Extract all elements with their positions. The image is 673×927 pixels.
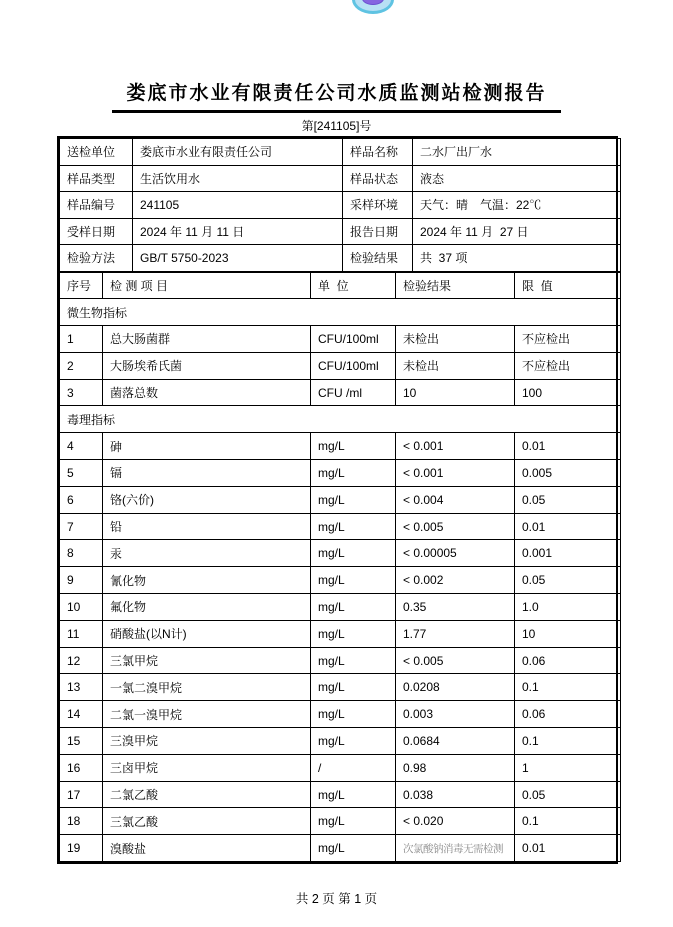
- table-row: [60, 674, 621, 701]
- row-unit: mg/L: [311, 460, 396, 487]
- row-result: 10: [396, 379, 515, 406]
- row-unit: mg/L: [311, 835, 396, 862]
- row-result: 0.003: [396, 701, 515, 728]
- table-row: [60, 594, 621, 621]
- table-row: [60, 567, 621, 594]
- row-limit: 0.05: [515, 781, 621, 808]
- row-item: 二氯乙酸: [103, 781, 311, 808]
- row-unit: CFU/100ml: [311, 326, 396, 353]
- row-result: < 0.002: [396, 567, 515, 594]
- info-value: 共 37 项: [413, 245, 621, 272]
- report-table: [57, 136, 618, 864]
- row-result: < 0.005: [396, 513, 515, 540]
- row-no: 9: [60, 567, 103, 594]
- results-table: [59, 272, 621, 863]
- info-value: 液态: [413, 165, 621, 192]
- row-limit: 不应检出: [515, 352, 621, 379]
- row-item: 铅: [103, 513, 311, 540]
- results-header-row: [60, 272, 621, 299]
- table-row: [60, 513, 621, 540]
- row-no: 10: [60, 594, 103, 621]
- table-row: [60, 326, 621, 353]
- row-item: 三卤甲烷: [103, 754, 311, 781]
- row-limit: 0.1: [515, 808, 621, 835]
- row-result: 0.0684: [396, 728, 515, 755]
- results-body: [60, 299, 621, 862]
- info-value: 二水厂出厂水: [413, 139, 621, 166]
- row-item: 溴酸盐: [103, 835, 311, 862]
- row-no: 13: [60, 674, 103, 701]
- page-title: 娄底市水业有限责任公司水质监测站检测报告: [112, 78, 560, 113]
- table-row: [60, 808, 621, 835]
- info-value: GB/T 5750-2023: [133, 245, 343, 272]
- row-no: 17: [60, 781, 103, 808]
- row-limit: 10: [515, 620, 621, 647]
- row-limit: 不应检出: [515, 326, 621, 353]
- info-row: [60, 218, 621, 245]
- row-unit: mg/L: [311, 567, 396, 594]
- row-no: 18: [60, 808, 103, 835]
- row-item: 菌落总数: [103, 379, 311, 406]
- table-row: [60, 754, 621, 781]
- table-row: [60, 620, 621, 647]
- row-unit: mg/L: [311, 701, 396, 728]
- row-no: 8: [60, 540, 103, 567]
- row-limit: 1: [515, 754, 621, 781]
- row-no: 5: [60, 460, 103, 487]
- row-limit: 0.01: [515, 835, 621, 862]
- row-item: 一氯二溴甲烷: [103, 674, 311, 701]
- row-no: 7: [60, 513, 103, 540]
- row-unit: CFU /ml: [311, 379, 396, 406]
- row-item: 砷: [103, 433, 311, 460]
- row-result: 1.77: [396, 620, 515, 647]
- row-limit: 100: [515, 379, 621, 406]
- info-label: 样品名称: [343, 139, 413, 166]
- info-row: [60, 192, 621, 219]
- row-unit: mg/L: [311, 781, 396, 808]
- row-result: 0.98: [396, 754, 515, 781]
- row-limit: 0.05: [515, 486, 621, 513]
- row-result: < 0.004: [396, 486, 515, 513]
- info-label: 样品状态: [343, 165, 413, 192]
- col-header-unit: 单 位: [311, 272, 396, 299]
- info-value: 娄底市水业有限责任公司: [133, 139, 343, 166]
- row-unit: mg/L: [311, 620, 396, 647]
- row-no: 19: [60, 835, 103, 862]
- row-result: < 0.00005: [396, 540, 515, 567]
- row-item: 氰化物: [103, 567, 311, 594]
- table-row: [60, 835, 621, 862]
- table-row: [60, 379, 621, 406]
- table-row: [60, 352, 621, 379]
- row-unit: mg/L: [311, 728, 396, 755]
- row-item: 三氯甲烷: [103, 647, 311, 674]
- info-label: 样品类型: [60, 165, 133, 192]
- col-header-no: 序号: [60, 272, 103, 299]
- info-label: 采样环境: [343, 192, 413, 219]
- row-limit: 0.005: [515, 460, 621, 487]
- info-label: 样品编号: [60, 192, 133, 219]
- row-result: < 0.020: [396, 808, 515, 835]
- row-item: 镉: [103, 460, 311, 487]
- row-result: 未检出: [396, 352, 515, 379]
- info-label: 报告日期: [343, 218, 413, 245]
- sphere-logo-inner: [362, 0, 384, 5]
- info-value: 天气：晴 气温：22℃: [413, 192, 621, 219]
- row-unit: mg/L: [311, 513, 396, 540]
- row-item: 大肠埃希氏菌: [103, 352, 311, 379]
- row-limit: 0.01: [515, 433, 621, 460]
- row-no: 11: [60, 620, 103, 647]
- row-no: 15: [60, 728, 103, 755]
- info-label: 检验结果: [343, 245, 413, 272]
- info-value: 生活饮用水: [133, 165, 343, 192]
- row-limit: 0.01: [515, 513, 621, 540]
- report-number: 第[241105]号: [301, 119, 372, 133]
- table-row: [60, 701, 621, 728]
- table-row: [60, 486, 621, 513]
- table-row: [60, 647, 621, 674]
- sample-info-table: [59, 138, 621, 272]
- row-result: 0.35: [396, 594, 515, 621]
- row-limit: 0.1: [515, 728, 621, 755]
- row-unit: mg/L: [311, 540, 396, 567]
- col-header-result: 检验结果: [396, 272, 515, 299]
- row-limit: 0.001: [515, 540, 621, 567]
- row-no: 6: [60, 486, 103, 513]
- info-row: [60, 139, 621, 166]
- row-item: 三溴甲烷: [103, 728, 311, 755]
- info-row: [60, 245, 621, 272]
- row-unit: /: [311, 754, 396, 781]
- row-item: 二氯一溴甲烷: [103, 701, 311, 728]
- row-limit: 1.0: [515, 594, 621, 621]
- info-body: [60, 139, 621, 272]
- row-item: 铬(六价): [103, 486, 311, 513]
- info-value: 241105: [133, 192, 343, 219]
- row-limit: 0.05: [515, 567, 621, 594]
- row-result: 0.038: [396, 781, 515, 808]
- section-row: [60, 299, 621, 326]
- section-title: 毒理指标: [60, 406, 621, 433]
- row-limit: 0.06: [515, 701, 621, 728]
- col-header-limit: 限 值: [515, 272, 621, 299]
- row-result: < 0.001: [396, 460, 515, 487]
- sphere-logo-icon: [352, 0, 394, 14]
- row-result: < 0.005: [396, 647, 515, 674]
- row-unit: mg/L: [311, 486, 396, 513]
- info-value: 2024 年 11 月 27 日: [413, 218, 621, 245]
- row-item: 汞: [103, 540, 311, 567]
- section-row: [60, 406, 621, 433]
- page-footer: 共 2 页 第 1 页: [295, 892, 378, 906]
- row-no: 2: [60, 352, 103, 379]
- row-item: 硝酸盐(以N计): [103, 620, 311, 647]
- table-row: [60, 728, 621, 755]
- row-unit: CFU/100ml: [311, 352, 396, 379]
- row-unit: mg/L: [311, 647, 396, 674]
- row-no: 12: [60, 647, 103, 674]
- table-row: [60, 460, 621, 487]
- section-title: 微生物指标: [60, 299, 621, 326]
- row-result: 0.0208: [396, 674, 515, 701]
- info-label: 检验方法: [60, 245, 133, 272]
- row-unit: mg/L: [311, 433, 396, 460]
- row-item: 总大肠菌群: [103, 326, 311, 353]
- row-unit: mg/L: [311, 674, 396, 701]
- row-limit: 0.1: [515, 674, 621, 701]
- row-no: 3: [60, 379, 103, 406]
- info-row: [60, 165, 621, 192]
- row-item: 氟化物: [103, 594, 311, 621]
- col-header-item: 检 测 项 目: [103, 272, 311, 299]
- row-result: 次氯酸钠消毒无需检测: [396, 835, 515, 862]
- row-result: 未检出: [396, 326, 515, 353]
- info-label: 送检单位: [60, 139, 133, 166]
- row-no: 16: [60, 754, 103, 781]
- row-no: 14: [60, 701, 103, 728]
- table-row: [60, 781, 621, 808]
- row-result: < 0.001: [396, 433, 515, 460]
- row-no: 1: [60, 326, 103, 353]
- table-row: [60, 540, 621, 567]
- row-limit: 0.06: [515, 647, 621, 674]
- info-label: 受样日期: [60, 218, 133, 245]
- row-unit: mg/L: [311, 594, 396, 621]
- info-value: 2024 年 11 月 11 日: [133, 218, 343, 245]
- row-item: 三氯乙酸: [103, 808, 311, 835]
- row-unit: mg/L: [311, 808, 396, 835]
- row-no: 4: [60, 433, 103, 460]
- table-row: [60, 433, 621, 460]
